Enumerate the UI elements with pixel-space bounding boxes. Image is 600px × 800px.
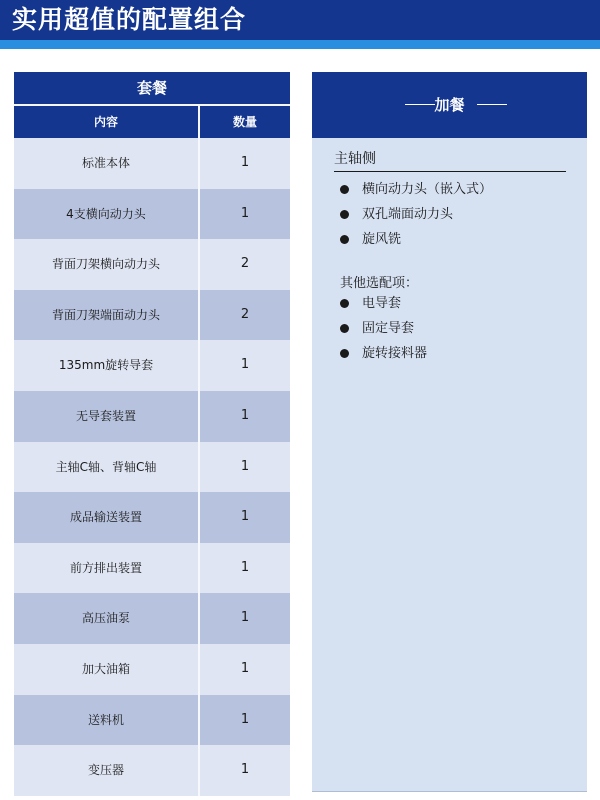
bullet-icon [340,349,349,358]
table-body [14,138,290,796]
other-option [340,291,427,316]
item-name: 成品输送装置 [69,510,142,525]
table-row [14,543,290,594]
table-row [14,340,290,391]
spindle-option [340,177,492,202]
bullet-icon [340,185,349,194]
item-quantity: 1 [240,205,250,221]
table-row [14,644,290,695]
item-quantity: 1 [240,357,250,373]
item-quantity: 1 [240,762,250,778]
spindle-option-text: 横向动力头（嵌入式） [362,182,493,197]
table-row [14,391,290,442]
spindle-option-text: 旋风铣 [362,232,402,247]
spindle-option [340,202,492,227]
title-rule-right [477,104,507,105]
bullet-icon [340,324,349,333]
table-row [14,492,290,543]
item-name: 变压器 [87,763,124,778]
item-quantity: 1 [240,155,250,170]
table-row [14,745,290,796]
addon-header [312,72,587,138]
other-option [340,341,427,366]
item-name: 无导套装置 [75,409,136,423]
item-name: 4支横向动力头 [66,206,146,221]
item-quantity: 2 [240,306,250,322]
other-option-text: 电导套 [362,296,402,311]
header-stripe [0,40,600,49]
item-quantity: 1 [240,408,250,423]
item-name: 标准本体 [81,156,130,170]
section-divider [334,171,566,172]
spindle-options-list [340,177,492,252]
package-table-title: 套餐 [14,72,290,104]
table-row [14,290,290,341]
item-quantity: 1 [240,509,250,525]
table-row [14,189,290,240]
column-header-row [14,106,290,138]
bullet-icon [340,299,349,308]
item-name: 主轴C轴、背轴C轴 [55,459,157,474]
spindle-option-text: 双孔端面动力头 [362,207,454,222]
package-table [14,72,290,796]
item-quantity: 1 [240,711,250,727]
addon-panel [312,72,587,792]
item-name: 135mm旋转导套 [58,358,154,373]
item-quantity: 1 [240,458,250,474]
page-header [0,0,600,40]
item-name: 前方排出装置 [69,560,142,575]
page-title: 实用超值的配置组合 [12,5,247,34]
item-name: 高压油泵 [81,611,130,626]
item-quantity: 1 [240,610,250,626]
column-divider-line [198,138,200,796]
section-title-spindle: 主轴侧 [334,151,376,167]
other-option-text: 旋转接料器 [362,346,428,361]
item-name: 背面刀架横向动力头 [51,257,160,272]
bullet-icon [340,210,349,219]
column-header-quantity: 数量 [232,115,257,129]
bullet-icon [340,235,349,244]
table-row [14,593,290,644]
other-option-text: 固定导套 [362,321,415,336]
table-row [14,695,290,746]
other-option [340,316,427,341]
table-row [14,442,290,493]
column-header-content: 内容 [93,115,118,129]
spindle-option [340,227,492,252]
table-row [14,239,290,290]
item-quantity: 2 [240,256,250,272]
item-name: 加大油箱 [81,662,130,676]
other-options-title: 其他选配项： [340,276,419,291]
other-options-list [340,291,427,366]
addon-title: 加餐 [434,96,465,114]
item-name: 送料机 [87,712,124,727]
item-quantity: 1 [240,661,250,676]
item-name: 背面刀架端面动力头 [51,307,160,322]
table-row [14,138,290,189]
item-quantity: 1 [240,559,250,575]
